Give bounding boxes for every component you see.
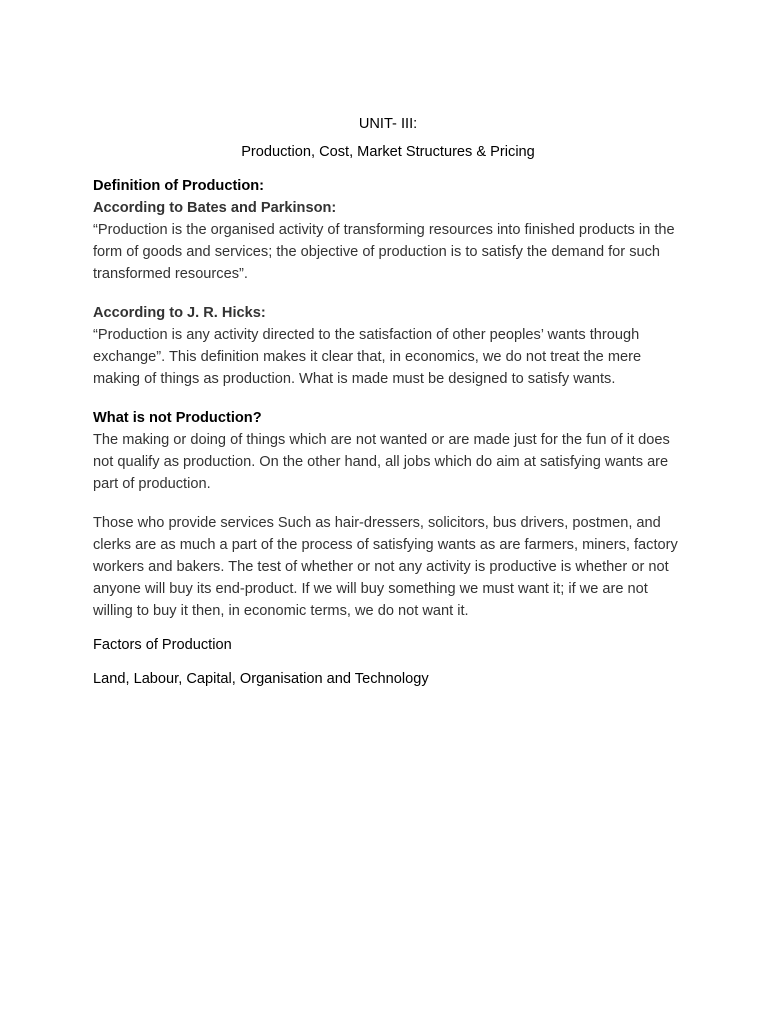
unit-title: UNIT- III: — [358, 116, 418, 132]
factors-heading: Factors of Production — [93, 637, 232, 653]
hicks-heading: According to J. R. Hicks: — [93, 305, 266, 321]
bates-heading: According to Bates and Parkinson: — [93, 200, 337, 216]
not-production-paragraph-1: The making or doing of things which are not wanted or are made just for the fun of it does not qualify as production. On the other hand, all jobs which do aim at satisfying wants are part of production. — [93, 432, 670, 492]
definition-heading: Definition of Production: — [93, 178, 265, 194]
not-production-paragraph-2: Those who provide services Such as hair-dressers, solicitors, bus drivers, postmen, and clerks are as much a part of the process of satisfying wants as are farmers, miners, factory workers and bakers. The test of whether or not any activity is productive is whether or not anyone will buy its end-product. If we will buy something we must want it; if we are not willing to buy it then, in economic terms, we do not want it. — [93, 515, 678, 619]
definition-section — [93, 175, 683, 285]
bates-definition-text: “Production is the organised activity of transforming resources into finished products in the form of goods and services; the objective of production is to satisfy the demand for such transformed resources”. — [93, 222, 675, 282]
document-page — [93, 113, 683, 690]
not-production-heading: What is not Production? — [93, 410, 262, 426]
factors-list: Land, Labour, Capital, Organisation and Technology — [93, 671, 429, 687]
document-subtitle: Production, Cost, Market Structures & Pricing — [241, 144, 535, 160]
hicks-section — [93, 302, 683, 390]
services-section — [93, 512, 683, 622]
hicks-definition-text: “Production is any activity directed to the satisfaction of other peoples’ wants through exchange”. This definition makes it clear that, in economics, we do not treat the mere making of things as production. What is made must be designed to satisfy wants. — [93, 327, 642, 387]
not-production-section — [93, 407, 683, 495]
